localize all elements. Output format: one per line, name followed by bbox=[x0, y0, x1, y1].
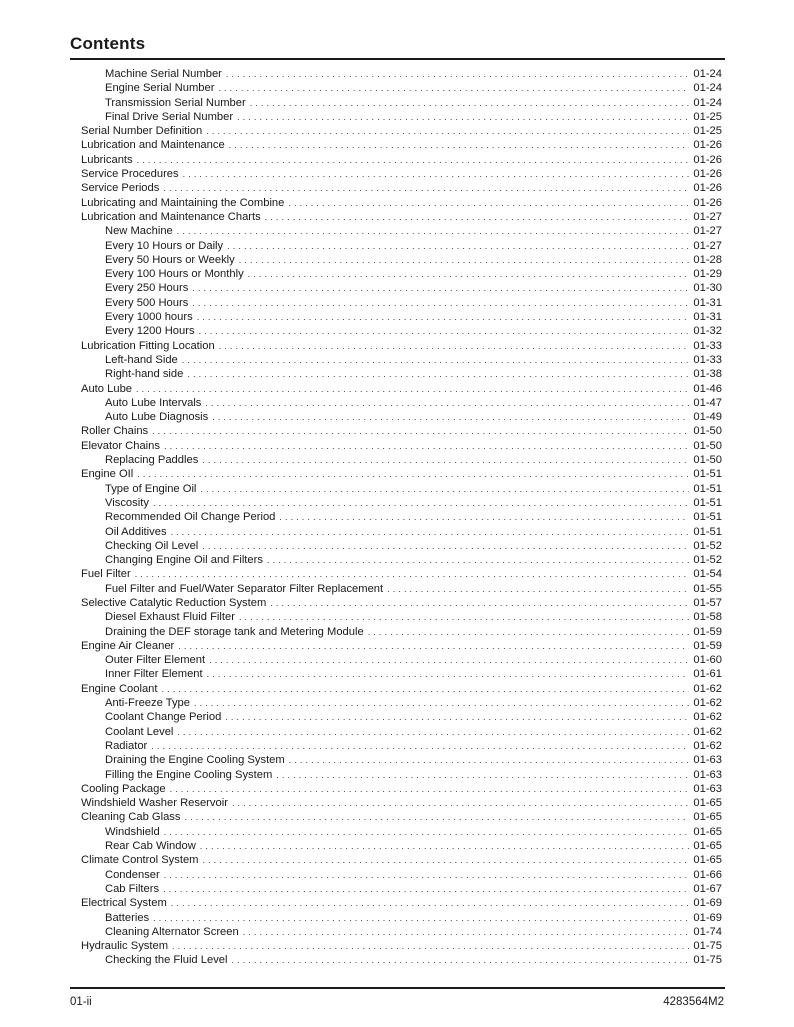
toc-dot-leader bbox=[164, 439, 689, 453]
page-title: Contents bbox=[70, 34, 146, 53]
toc-entry[interactable] bbox=[81, 567, 722, 581]
toc-entry[interactable] bbox=[81, 224, 722, 238]
toc-entry-page: 01-46 bbox=[693, 382, 722, 395]
toc-entry-page: 01-62 bbox=[693, 739, 722, 752]
toc-entry-title: Left-hand Side bbox=[105, 353, 178, 366]
toc-dot-leader bbox=[239, 253, 690, 267]
toc-entry[interactable] bbox=[81, 81, 722, 95]
toc-entry-title: Cleaning Alternator Screen bbox=[105, 925, 239, 938]
toc-entry-page: 01-26 bbox=[693, 182, 722, 195]
toc-entry[interactable] bbox=[81, 868, 722, 882]
toc-dot-leader bbox=[270, 596, 689, 610]
toc-dot-leader bbox=[183, 167, 690, 181]
toc-entry-title: Lubrication and Maintenance Charts bbox=[81, 210, 261, 223]
toc-entry-title: Every 10 Hours or Daily bbox=[105, 239, 224, 252]
toc-entry-title: Fuel Filter bbox=[81, 568, 131, 581]
toc-entry[interactable] bbox=[81, 725, 722, 739]
toc-entry-page: 01-57 bbox=[693, 596, 722, 609]
toc-entry-page: 01-62 bbox=[693, 697, 722, 710]
toc-dot-leader bbox=[265, 210, 690, 224]
toc-entry-title: Lubrication and Maintenance bbox=[81, 139, 225, 152]
toc-entry[interactable] bbox=[81, 353, 722, 367]
toc-entry-title: Coolant Change Period bbox=[105, 711, 222, 724]
toc-entry-title: Cab Filters bbox=[105, 882, 160, 895]
toc-dot-leader bbox=[207, 667, 690, 681]
toc-entry-title: Climate Control System bbox=[81, 854, 199, 867]
toc-entry-page: 01-32 bbox=[693, 325, 722, 338]
toc-entry[interactable] bbox=[81, 553, 722, 567]
toc-entry-title: Windshield bbox=[105, 825, 160, 838]
toc-entry[interactable] bbox=[81, 925, 722, 939]
toc-entry-title: Every 1200 Hours bbox=[105, 325, 195, 338]
toc-entry-page: 01-52 bbox=[693, 539, 722, 552]
toc-dot-leader bbox=[178, 639, 689, 653]
toc-entry[interactable] bbox=[81, 196, 722, 210]
toc-entry-page: 01-27 bbox=[693, 239, 722, 252]
toc-entry[interactable] bbox=[81, 267, 722, 281]
toc-entry-page: 01-54 bbox=[693, 568, 722, 581]
toc-entry-title: Electrical System bbox=[81, 897, 167, 910]
toc-entry-title: Serial Number Definition bbox=[81, 125, 203, 138]
toc-entry-page: 01-58 bbox=[693, 611, 722, 624]
toc-entry[interactable] bbox=[81, 181, 722, 195]
toc-entry-page: 01-31 bbox=[693, 296, 722, 309]
toc-dot-leader bbox=[137, 153, 690, 167]
toc-entry[interactable] bbox=[81, 467, 722, 481]
toc-entry-title: Diesel Exhaust Fluid Filter bbox=[105, 611, 235, 624]
toc-entry[interactable] bbox=[81, 625, 722, 639]
toc-entry-page: 01-65 bbox=[693, 854, 722, 867]
toc-dot-leader bbox=[267, 553, 689, 567]
toc-entry[interactable] bbox=[81, 853, 722, 867]
toc-entry-page: 01-27 bbox=[693, 210, 722, 223]
toc-entry[interactable] bbox=[81, 610, 722, 624]
toc-entry-title: Draining the DEF storage tank and Metering Module bbox=[105, 625, 364, 638]
toc-dot-leader bbox=[162, 682, 690, 696]
toc-entry[interactable] bbox=[81, 911, 722, 925]
toc-entry-title: Fuel Filter and Fuel/Water Separator Filter Replacement bbox=[105, 582, 384, 595]
toc-dot-leader bbox=[227, 239, 689, 253]
toc-entry-title: Checking Oil Level bbox=[105, 539, 199, 552]
toc-entry[interactable] bbox=[81, 253, 722, 267]
toc-entry[interactable] bbox=[81, 653, 722, 667]
toc-entry-page: 01-24 bbox=[693, 96, 722, 109]
toc-dot-leader bbox=[136, 382, 689, 396]
toc-entry-title: Replacing Paddles bbox=[105, 454, 199, 467]
toc-entry[interactable] bbox=[81, 239, 722, 253]
toc-entry-title: Elevator Chains bbox=[81, 439, 160, 452]
toc-entry-title: Radiator bbox=[105, 739, 148, 752]
toc-entry[interactable] bbox=[81, 796, 722, 810]
toc-entry-page: 01-24 bbox=[693, 68, 722, 80]
toc-entry[interactable] bbox=[81, 110, 722, 124]
toc-entry-title: Changing Engine Oil and Filters bbox=[105, 554, 263, 567]
toc-dot-leader bbox=[202, 539, 689, 553]
toc-entry[interactable] bbox=[81, 510, 722, 524]
toc-entry-title: Lubrication Fitting Location bbox=[81, 339, 215, 352]
toc-entry[interactable] bbox=[81, 953, 722, 967]
toc-dot-leader bbox=[219, 339, 690, 353]
toc-entry-title: Viscosity bbox=[105, 496, 149, 509]
toc-entry-page: 01-63 bbox=[693, 782, 722, 795]
toc-dot-leader bbox=[177, 224, 690, 238]
toc-dot-leader bbox=[171, 525, 690, 539]
toc-entry[interactable] bbox=[81, 839, 722, 853]
toc-entry-title: Oil Additives bbox=[105, 525, 167, 538]
toc-dot-leader bbox=[368, 625, 690, 639]
toc-entry-page: 01-26 bbox=[693, 168, 722, 181]
toc-entry-page: 01-74 bbox=[693, 925, 722, 938]
toc-entry[interactable] bbox=[81, 896, 722, 910]
toc-dot-leader bbox=[177, 725, 689, 739]
toc-entry-page: 01-75 bbox=[693, 940, 722, 953]
toc-entry-title: Anti-Freeze Type bbox=[105, 697, 190, 710]
toc-entry-page: 01-31 bbox=[693, 311, 722, 324]
toc-dot-leader bbox=[212, 410, 689, 424]
toc-entry-page: 01-51 bbox=[693, 482, 722, 495]
toc-entry-title: Right-hand side bbox=[105, 368, 184, 381]
toc-entry[interactable] bbox=[81, 296, 722, 310]
toc-entry[interactable] bbox=[81, 153, 722, 167]
toc-entry-page: 01-65 bbox=[693, 840, 722, 853]
toc-entry-page: 01-59 bbox=[693, 639, 722, 652]
toc-entry-page: 01-65 bbox=[693, 797, 722, 810]
toc-dot-leader bbox=[232, 953, 690, 967]
toc-dot-leader bbox=[243, 925, 690, 939]
toc-entry[interactable] bbox=[81, 382, 722, 396]
toc-entry-page: 01-67 bbox=[693, 882, 722, 895]
toc-dot-leader bbox=[226, 67, 689, 81]
toc-entry-title: Every 1000 hours bbox=[105, 311, 193, 324]
toc-entry-title: Outer Filter Element bbox=[105, 654, 206, 667]
toc-entry[interactable] bbox=[81, 496, 722, 510]
toc-dot-leader bbox=[153, 911, 689, 925]
toc-entry-page: 01-29 bbox=[693, 268, 722, 281]
toc-dot-leader bbox=[197, 310, 690, 324]
toc-dot-leader bbox=[200, 839, 690, 853]
toc-entry-title: Auto Lube Diagnosis bbox=[105, 411, 209, 424]
toc-entry[interactable] bbox=[81, 682, 722, 696]
toc-entry-title: Draining the Engine Cooling System bbox=[105, 754, 285, 767]
toc-entry-page: 01-62 bbox=[693, 711, 722, 724]
toc-dot-leader bbox=[279, 510, 689, 524]
toc-entry-title: Condenser bbox=[105, 868, 160, 881]
toc-dot-leader bbox=[163, 882, 689, 896]
toc-dot-leader bbox=[239, 610, 689, 624]
toc-dot-leader bbox=[137, 467, 689, 481]
toc-entry[interactable] bbox=[81, 939, 722, 953]
toc-dot-leader bbox=[171, 896, 690, 910]
toc-entry-title: Batteries bbox=[105, 911, 150, 924]
toc-entry-page: 01-63 bbox=[693, 754, 722, 767]
toc-entry[interactable] bbox=[81, 138, 722, 152]
toc-entry-page: 01-60 bbox=[693, 654, 722, 667]
toc-dot-leader bbox=[200, 482, 689, 496]
toc-dot-leader bbox=[163, 181, 689, 195]
toc-entry-page: 01-55 bbox=[693, 582, 722, 595]
toc-entry-title: Every 100 Hours or Monthly bbox=[105, 268, 244, 281]
toc-entry-title: Coolant Level bbox=[105, 725, 174, 738]
toc-entry[interactable] bbox=[81, 439, 722, 453]
toc-entry[interactable] bbox=[81, 339, 722, 353]
toc-entry-title: Lubricating and Maintaining the Combine bbox=[81, 196, 285, 209]
toc-entry-title: Final Drive Serial Number bbox=[105, 110, 234, 123]
toc-entry-page: 01-51 bbox=[693, 525, 722, 538]
toc-entry-page: 01-51 bbox=[693, 496, 722, 509]
toc-entry-title: Engine OIl bbox=[81, 468, 134, 481]
toc-dot-leader bbox=[194, 696, 689, 710]
toc-entry-title: Transmission Serial Number bbox=[105, 96, 246, 109]
toc-entry-title: Engine Coolant bbox=[81, 682, 158, 695]
toc-entry[interactable] bbox=[81, 367, 722, 381]
toc-entry-title: Inner Filter Element bbox=[105, 668, 203, 681]
toc-dot-leader bbox=[199, 324, 690, 338]
toc-entry-page: 01-66 bbox=[693, 868, 722, 881]
toc-entry[interactable] bbox=[81, 539, 722, 553]
toc-entry-title: Cleaning Cab Glass bbox=[81, 811, 181, 824]
toc-entry-title: Roller Chains bbox=[81, 425, 149, 438]
toc-entry-title: Auto Lube bbox=[81, 382, 133, 395]
toc-entry[interactable] bbox=[81, 825, 722, 839]
toc-entry-title: Checking the Fluid Level bbox=[105, 954, 228, 967]
toc-entry-title: Engine Serial Number bbox=[105, 82, 215, 95]
toc-dot-leader bbox=[153, 496, 689, 510]
toc-dot-leader bbox=[250, 96, 690, 110]
toc-entry[interactable] bbox=[81, 281, 722, 295]
toc-entry-page: 01-25 bbox=[693, 110, 722, 123]
toc-entry-page: 01-33 bbox=[693, 339, 722, 352]
header-rule bbox=[70, 58, 725, 60]
toc-entry[interactable] bbox=[81, 67, 722, 81]
toc-entry-page: 01-24 bbox=[693, 82, 722, 95]
toc-entry[interactable] bbox=[81, 124, 722, 138]
toc-entry-page: 01-62 bbox=[693, 725, 722, 738]
toc-entry-page: 01-50 bbox=[693, 439, 722, 452]
toc-entry[interactable] bbox=[81, 396, 722, 410]
toc-dot-leader bbox=[387, 582, 689, 596]
toc-entry[interactable] bbox=[81, 782, 722, 796]
toc-entry[interactable] bbox=[81, 768, 722, 782]
toc-entry-page: 01-75 bbox=[693, 954, 722, 967]
toc-entry-page: 01-65 bbox=[693, 825, 722, 838]
toc-dot-leader bbox=[152, 424, 689, 438]
toc-entry-page: 01-49 bbox=[693, 411, 722, 424]
toc-entry-title: New Machine bbox=[105, 225, 173, 238]
toc-dot-leader bbox=[289, 753, 690, 767]
toc-dot-leader bbox=[225, 710, 689, 724]
toc-dot-leader bbox=[209, 653, 689, 667]
toc-entry-page: 01-33 bbox=[693, 353, 722, 366]
toc-dot-leader bbox=[185, 810, 690, 824]
toc-entry-page: 01-51 bbox=[693, 511, 722, 524]
toc-entry-page: 01-38 bbox=[693, 368, 722, 381]
toc-entry[interactable] bbox=[81, 667, 722, 681]
toc-entry-title: Rear Cab Window bbox=[105, 840, 196, 853]
toc-entry[interactable] bbox=[81, 882, 722, 896]
toc-entry[interactable] bbox=[81, 596, 722, 610]
toc-entry-title: Selective Catalytic Reduction System bbox=[81, 596, 267, 609]
footer-document-code: 4283564M2 bbox=[663, 996, 724, 1008]
toc-dot-leader bbox=[248, 267, 690, 281]
toc-entry-page: 01-51 bbox=[693, 468, 722, 481]
toc-entry-page: 01-25 bbox=[693, 125, 722, 138]
toc-dot-leader bbox=[192, 296, 689, 310]
toc-entry-page: 01-30 bbox=[693, 282, 722, 295]
toc-dot-leader bbox=[288, 196, 689, 210]
toc-entry-page: 01-47 bbox=[693, 396, 722, 409]
toc-entry[interactable] bbox=[81, 710, 722, 724]
toc-dot-leader bbox=[205, 396, 689, 410]
toc-entry-title: Type of Engine Oil bbox=[105, 482, 197, 495]
toc-entry-title: Engine Air Cleaner bbox=[81, 639, 175, 652]
toc-entry[interactable] bbox=[81, 810, 722, 824]
toc-entry-title: Service Periods bbox=[81, 182, 160, 195]
toc-dot-leader bbox=[182, 353, 690, 367]
toc-entry[interactable] bbox=[81, 482, 722, 496]
footer-rule bbox=[70, 987, 725, 989]
toc-entry-page: 01-59 bbox=[693, 625, 722, 638]
toc-dot-leader bbox=[164, 825, 690, 839]
toc-entry[interactable] bbox=[81, 753, 722, 767]
toc-entry-title: Machine Serial Number bbox=[105, 68, 222, 80]
toc-entry[interactable] bbox=[81, 96, 722, 110]
toc-entry-page: 01-26 bbox=[693, 153, 722, 166]
toc-entry-title: Every 500 Hours bbox=[105, 296, 189, 309]
toc-entry-title: Recommended Oil Change Period bbox=[105, 511, 276, 524]
toc-entry-page: 01-28 bbox=[693, 253, 722, 266]
toc-entry-title: Filling the Engine Cooling System bbox=[105, 768, 273, 781]
toc-dot-leader bbox=[187, 367, 689, 381]
toc-dot-leader bbox=[206, 124, 689, 138]
table-of-contents bbox=[81, 67, 722, 968]
toc-entry-page: 01-50 bbox=[693, 454, 722, 467]
toc-dot-leader bbox=[237, 110, 689, 124]
toc-dot-leader bbox=[135, 567, 690, 581]
toc-entry-page: 01-50 bbox=[693, 425, 722, 438]
toc-entry[interactable] bbox=[81, 167, 722, 181]
toc-dot-leader bbox=[202, 453, 689, 467]
footer-page-number: 01-ii bbox=[70, 996, 92, 1008]
toc-entry-page: 01-52 bbox=[693, 554, 722, 567]
toc-dot-leader bbox=[192, 281, 689, 295]
toc-entry-page: 01-26 bbox=[693, 139, 722, 152]
toc-dot-leader bbox=[170, 782, 690, 796]
toc-entry-page: 01-27 bbox=[693, 225, 722, 238]
toc-entry-page: 01-26 bbox=[693, 196, 722, 209]
toc-entry[interactable] bbox=[81, 453, 722, 467]
toc-dot-leader bbox=[203, 853, 690, 867]
toc-entry-title: Service Procedures bbox=[81, 168, 179, 181]
toc-entry[interactable] bbox=[81, 739, 722, 753]
toc-entry-page: 01-69 bbox=[693, 897, 722, 910]
toc-entry-title: Cooling Package bbox=[81, 782, 166, 795]
toc-entry-page: 01-65 bbox=[693, 811, 722, 824]
toc-entry[interactable] bbox=[81, 310, 722, 324]
toc-dot-leader bbox=[276, 768, 689, 782]
toc-entry-page: 01-63 bbox=[693, 768, 722, 781]
toc-entry[interactable] bbox=[81, 210, 722, 224]
toc-dot-leader bbox=[151, 739, 689, 753]
toc-entry-title: Auto Lube Intervals bbox=[105, 396, 202, 409]
toc-entry[interactable] bbox=[81, 410, 722, 424]
toc-dot-leader bbox=[164, 868, 690, 882]
toc-entry-title: Hydraulic System bbox=[81, 940, 169, 953]
toc-entry-title: Lubricants bbox=[81, 153, 133, 166]
toc-entry[interactable] bbox=[81, 324, 722, 338]
toc-entry-title: Every 250 Hours bbox=[105, 282, 189, 295]
toc-entry[interactable] bbox=[81, 424, 722, 438]
toc-entry-page: 01-62 bbox=[693, 682, 722, 695]
toc-dot-leader bbox=[172, 939, 689, 953]
toc-dot-leader bbox=[232, 796, 689, 810]
toc-dot-leader bbox=[218, 81, 689, 95]
toc-entry-page: 01-61 bbox=[693, 668, 722, 681]
toc-entry[interactable] bbox=[81, 639, 722, 653]
toc-entry-page: 01-69 bbox=[693, 911, 722, 924]
toc-entry-title: Every 50 Hours or Weekly bbox=[105, 253, 235, 266]
toc-entry-title: Windshield Washer Reservoir bbox=[81, 797, 228, 810]
toc-dot-leader bbox=[229, 138, 690, 152]
toc-entry[interactable] bbox=[81, 525, 722, 539]
toc-entry[interactable] bbox=[81, 696, 722, 710]
toc-entry[interactable] bbox=[81, 582, 722, 596]
